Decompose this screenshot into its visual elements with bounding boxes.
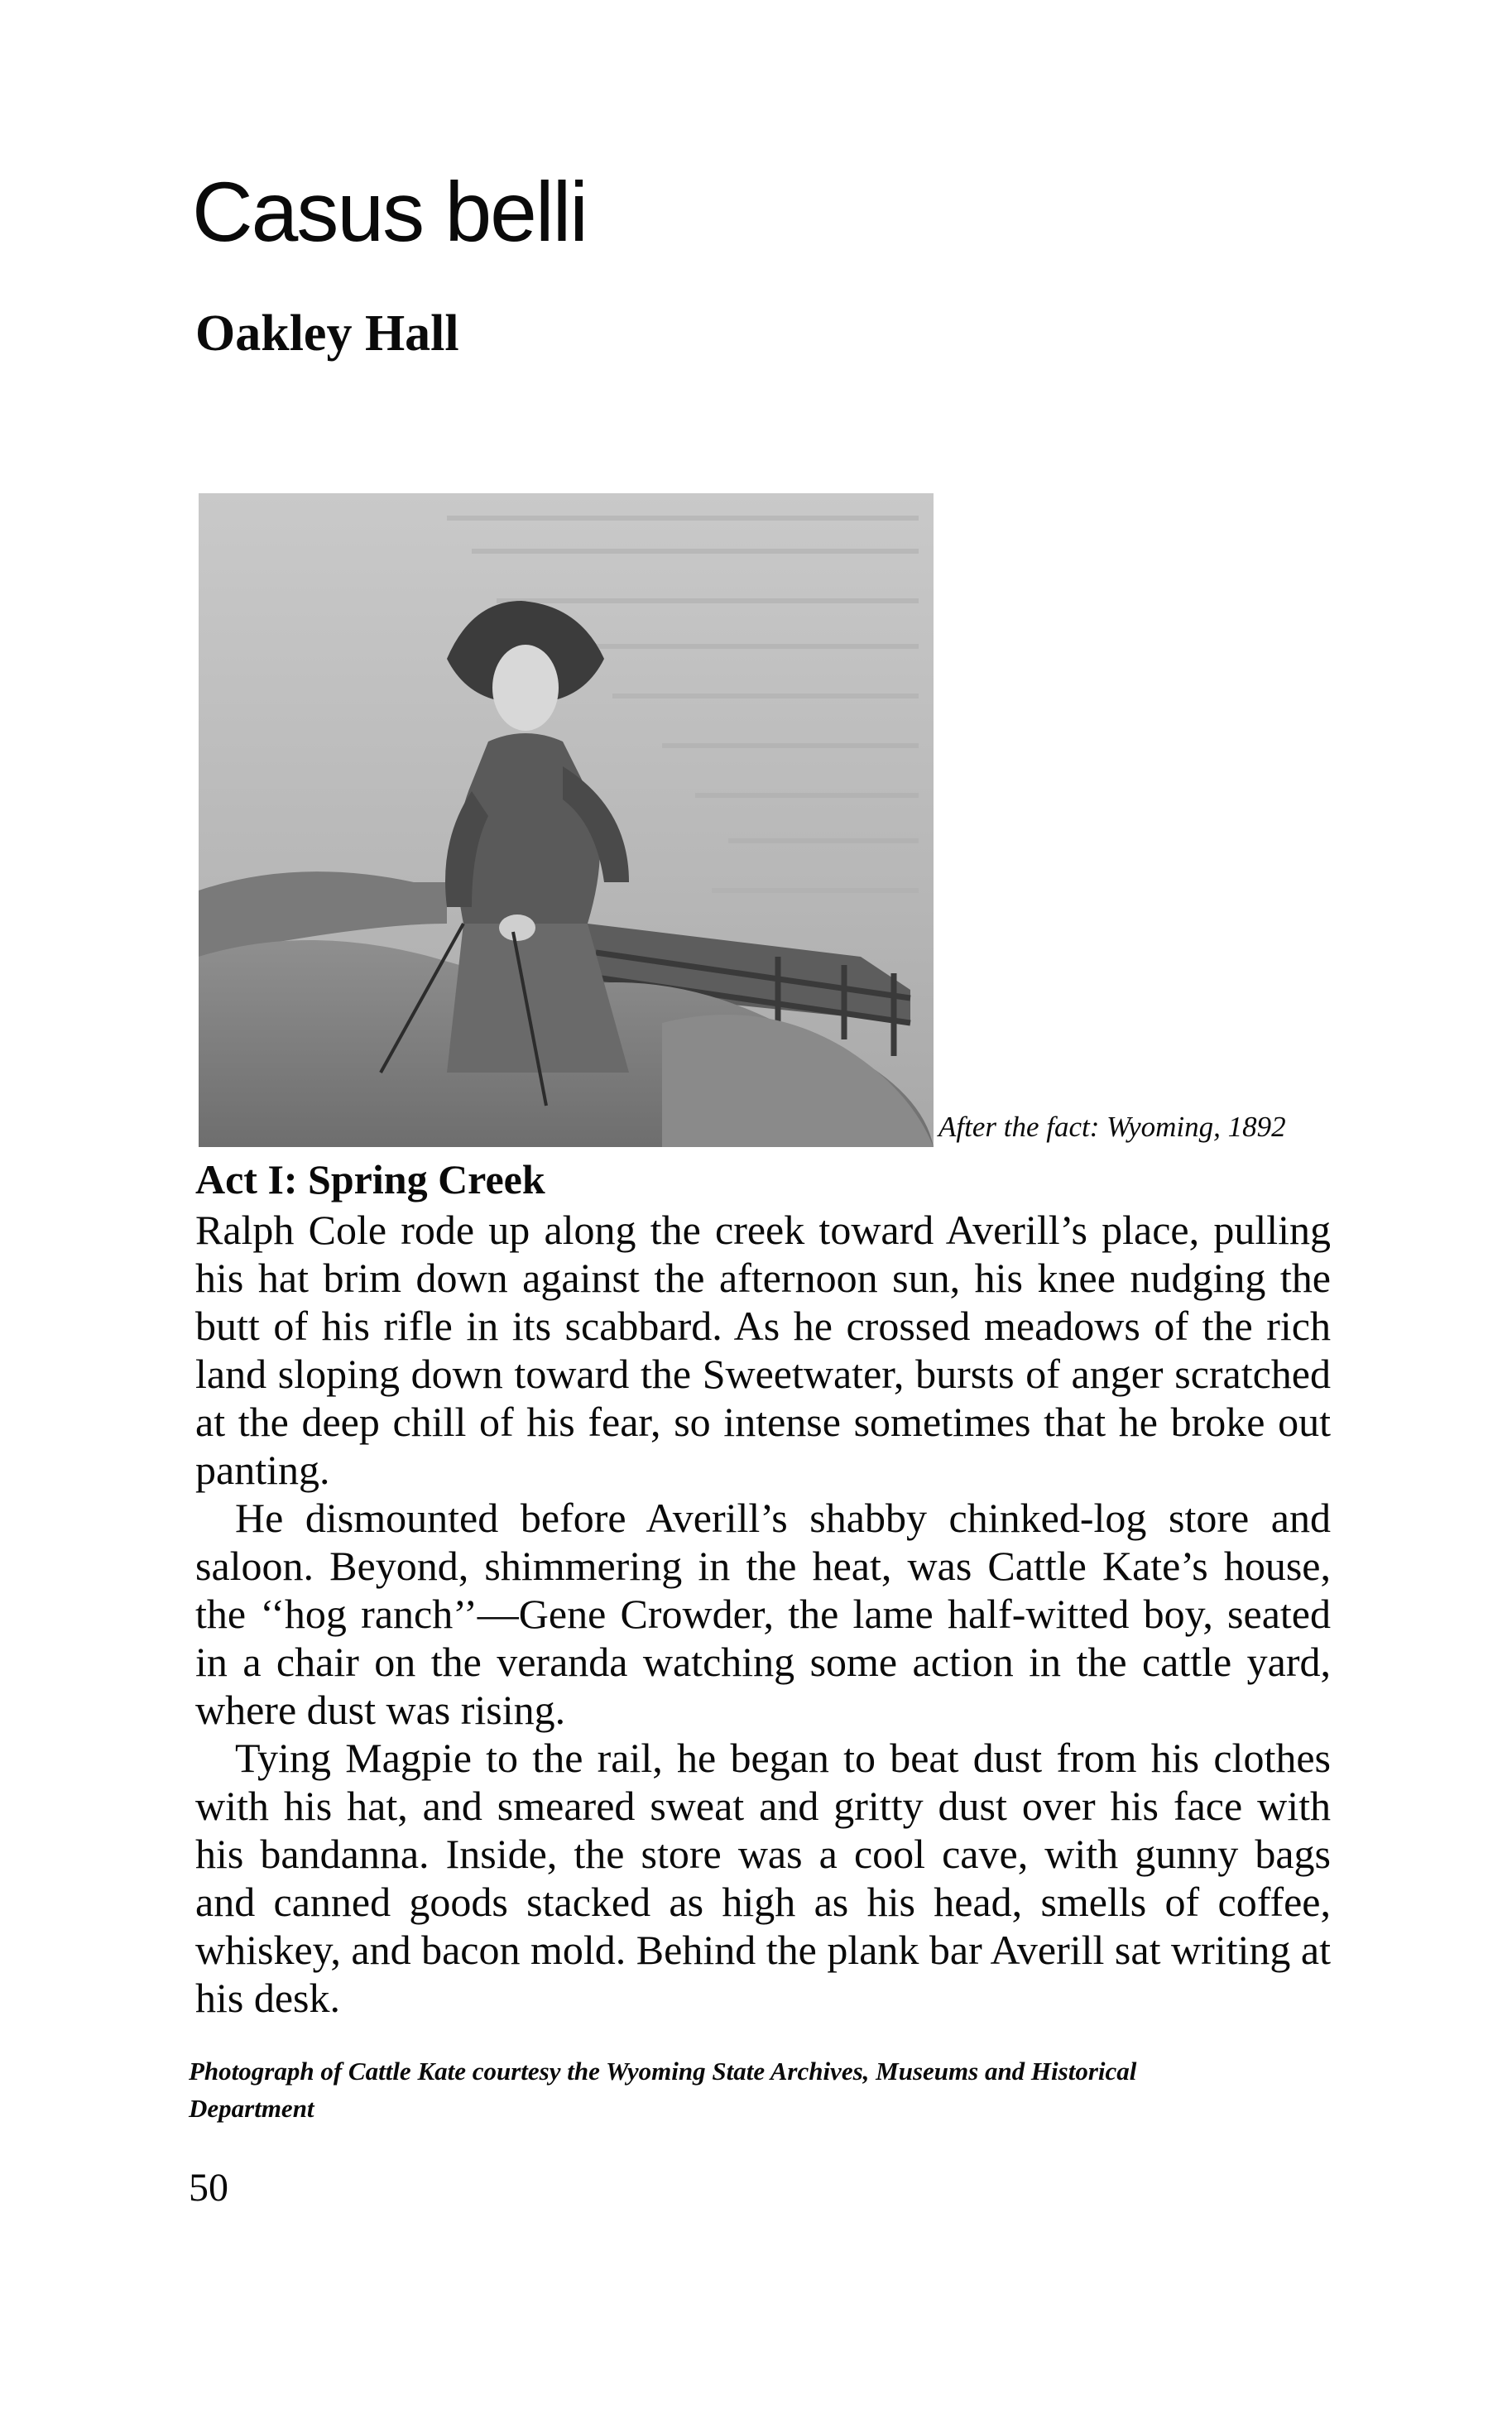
section-heading: Act I: Spring Creek — [195, 1156, 545, 1202]
article-author: Oakley Hall — [195, 305, 459, 362]
photo-caption: After the fact: Wyoming, 1892 — [938, 1111, 1286, 1143]
body-text — [195, 1206, 1331, 2022]
paragraph: He dismounted before Averill’s shabby chinked-log store and saloon. Beyond, shimmering in the heat, was Cattle Kate’s house, the ‘‘hog ranch’’—Gene Crowder, the lame half-witted boy, seated in a chair on the veranda watching some action in the cattle yard, where dust was rising. — [195, 1495, 1331, 1733]
cattle-kate-photograph — [199, 493, 934, 1147]
paragraph: Tying Magpie to the rail, he began to beat dust from his clothes with his hat, and smeared sweat and gritty dust over his face with his bandanna. Inside, the store was a cool cave, with gunny bags and canned goods stacked as high as his head, smells of coffee, whiskey, and bacon mold. Behind the plank bar Averill sat writing at his desk. — [195, 1735, 1331, 2021]
page-number: 50 — [189, 2166, 228, 2210]
paragraph: Ralph Cole rode up along the creek toward Averill’s place, pulling his hat brim down against the afternoon sun, his knee nudging the butt of his rifle in its scabbard. As he crossed meadows of the rich land sloping down toward the Sweetwater, bursts of anger scratched at the deep chill of his fear, so intense sometimes that he broke out panting. — [195, 1207, 1331, 1493]
article-title: Casus belli — [192, 165, 587, 259]
photo-credit: Photograph of Cattle Kate courtesy the Wyoming State Archives, Museums and Historical Department — [189, 2057, 1137, 2123]
